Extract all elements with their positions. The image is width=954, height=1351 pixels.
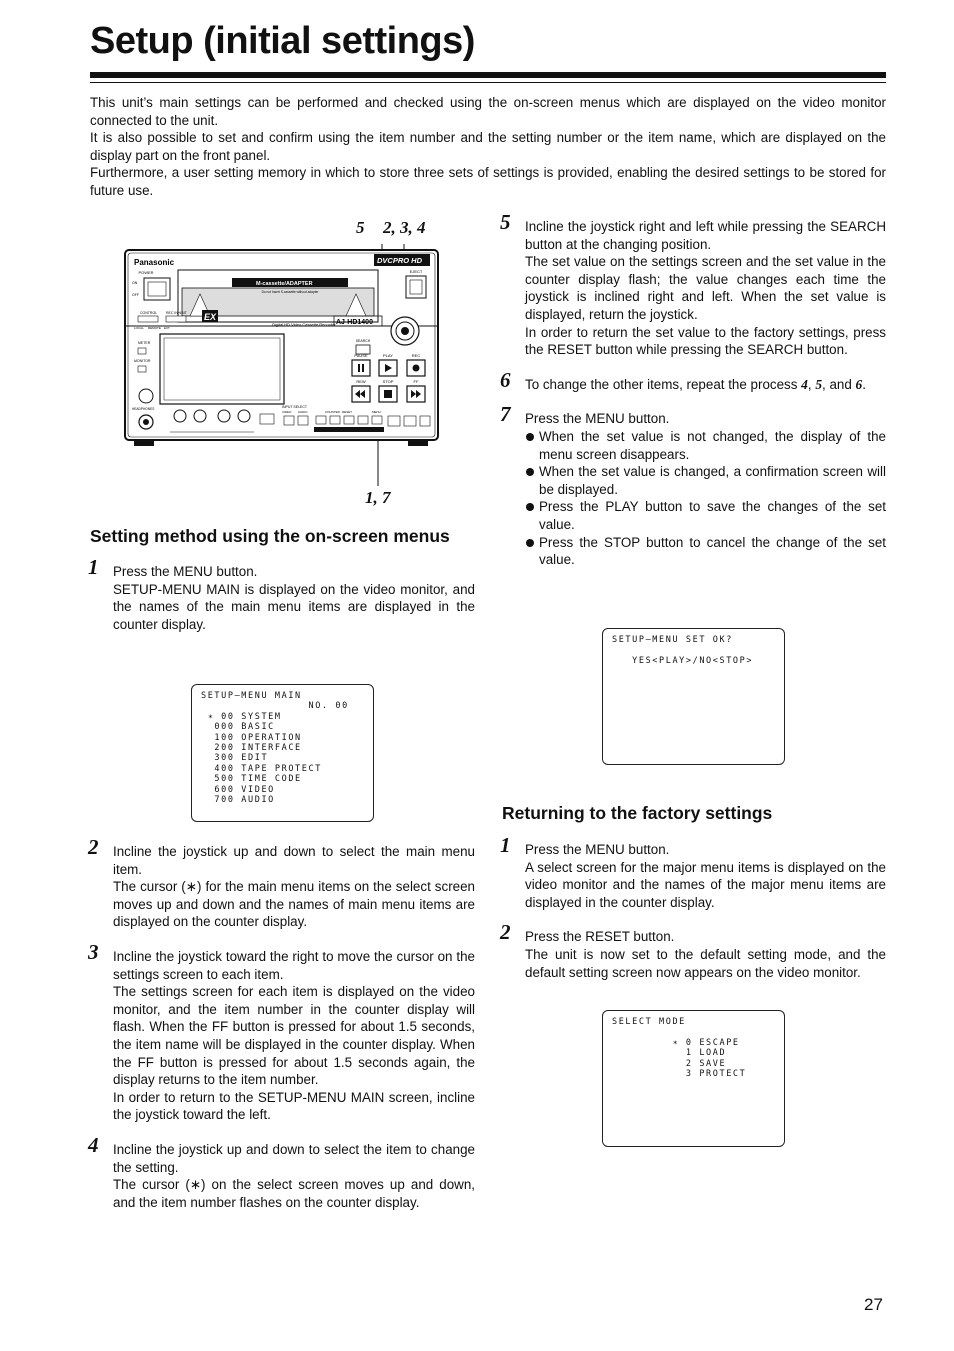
right-column	[500, 210, 886, 569]
svg-text:COUNTER: COUNTER	[325, 410, 340, 414]
svg-text:REC INHIBIT: REC INHIBIT	[166, 311, 187, 315]
product-line-label: Digital HD Video Cassette Recorder	[272, 322, 336, 327]
list-item: Press the PLAY button to save the changes of the set value.	[525, 498, 886, 533]
callout-step-5: 5	[356, 218, 365, 237]
step-number: 1	[88, 555, 99, 579]
step-7: 7 Press the MENU button. When the set value is not changed, the display of the menu screen disappears. When the set value is changed, a confirmation screen will be displayed. Press the PLAY button to save the changes of the set value. Press the STOP button to cancel the change of the set value.	[500, 402, 886, 568]
step-number: 2	[88, 835, 99, 859]
svg-text:AUDIO: AUDIO	[298, 410, 308, 414]
svg-text:EXT: EXT	[164, 326, 170, 330]
svg-text:FF: FF	[413, 379, 419, 384]
callout-steps-2-3-4: 2, 3, 4	[383, 218, 426, 237]
step-number: 2	[500, 920, 511, 945]
cassette-warning: Do not Insert S-cassette without adapter	[261, 290, 319, 294]
screen-setup-menu-main: SETUP–MENU MAIN NO. 00 ∗ 00 SYSTEM 000 BASIC 100 OPERATION 200 INTERFACE 300 EDIT 400 TAPE PROTECT 500 TIME CODE 600 VIDEO 700 AUDIO	[191, 684, 374, 822]
intro-text	[90, 94, 886, 200]
intro-paragraph: This unit’s main settings can be performed and checked using the on-screen menus which are displayed on the video monitor connected to the unit.	[90, 95, 886, 128]
svg-text:SEARCH: SEARCH	[355, 339, 371, 343]
title-rule-thick	[90, 72, 886, 78]
list-item: When the set value is not changed, the display of the menu screen disappears.	[525, 428, 886, 463]
svg-text:LOCAL: LOCAL	[134, 326, 144, 330]
step-6: 6 To change the other items, repeat the process 4, 5, and 6.	[500, 367, 866, 392]
svg-text:ON: ON	[132, 281, 138, 285]
left-column	[90, 524, 475, 633]
brand-logo: Panasonic	[134, 258, 175, 267]
model-logo: AJ-HD1400	[336, 319, 373, 326]
step-3: 3 Incline the joystick toward the right to move the cursor on the settings screen to each item. The settings screen for each item is displayed on the video monitor, and the item number in the counter display will flash. When the FF button is pressed for about 1.5 seconds, the item name will be displayed in the counter display. When the FF button is pressed for about 1.5 seconds again, the display returns to the item number. In order to return to the SETUP-MENU MAIN screen, incline the joystick toward the left.	[88, 939, 475, 1123]
svg-text:REW: REW	[356, 379, 366, 384]
step-2: 2 Incline the joystick up and down to select the main menu item. The cursor (∗) for the main menu items on the select screen moves up and down and the names of main menu items are displayed on the counter display.	[88, 835, 475, 930]
intro-paragraph: Furthermore, a user setting memory in which to store three sets of settings is provided, enabling the desired settings to be stored for future use.	[90, 165, 886, 198]
svg-text:OFF: OFF	[132, 293, 139, 297]
svg-text:MENU: MENU	[372, 410, 381, 414]
svg-text:VIDEO: VIDEO	[282, 410, 292, 414]
svg-text:METER: METER	[138, 341, 151, 345]
step-1: 1 Press the MENU button. SETUP-MENU MAIN is displayed on the video monitor, and the names of the main menu items are displayed in the counter display.	[88, 555, 475, 632]
dvcpro-hd-logo: DVCPRO HD	[377, 256, 423, 265]
step-number: 4	[88, 1132, 99, 1157]
step-5: 5 Incline the joystick right and left while pressing the SEARCH button at the changing position. The set value on the settings screen and the set value in the counter display flash; the value changes each time the joystick is inclined right and left. When the set value is displayed, return the joystick. In order to return the set value to the factory settings, press the RESET button while pressing the SEARCH button.	[500, 210, 886, 358]
section-heading-factory-settings: Returning to the factory settings	[502, 803, 773, 823]
step-number: 3	[88, 939, 99, 964]
page-number: 27	[864, 1295, 883, 1314]
svg-text:EJECT: EJECT	[409, 269, 423, 274]
page-title: Setup (initial settings)	[90, 20, 475, 62]
factory-step-1: 1 Press the MENU button. A select screen for the major menu items is displayed on the video monitor and the names of the major menu items are displayed in the counter display.	[500, 833, 886, 910]
callout-steps-1-7: 1, 7	[365, 488, 391, 507]
svg-text:CONTROL: CONTROL	[140, 311, 158, 315]
svg-text:RESET: RESET	[342, 410, 353, 414]
list-item: Press the STOP button to cancel the change of the set value.	[525, 534, 886, 569]
step-7-bullets	[525, 428, 886, 569]
right-column-factory	[502, 801, 886, 981]
step-number: 6	[500, 367, 511, 392]
svg-text:PAUSE: PAUSE	[354, 353, 368, 358]
svg-text:HEADPHONES: HEADPHONES	[132, 407, 155, 411]
screen-set-ok-confirm: SETUP–MENU SET OK? YES<PLAY>/NO<STOP>	[602, 628, 785, 765]
ex-badge: EX	[204, 312, 217, 322]
list-item: When the set value is changed, a confirmation screen will be displayed.	[525, 463, 886, 498]
svg-text:STOP: STOP	[382, 379, 394, 384]
step-number: 5	[500, 210, 511, 234]
step-number: 1	[500, 833, 511, 857]
section-heading-onscreen-menus: Setting method using the on-screen menus	[90, 526, 450, 546]
svg-text:MONITOR: MONITOR	[134, 359, 151, 363]
svg-text:REMOTE: REMOTE	[148, 326, 161, 330]
step-4: 4 Incline the joystick up and down to select the item to change the setting. The cursor (∗) on the select screen moves up and down, and the item number flashes on the counter display.	[88, 1132, 475, 1210]
cassette-label: M-cassette/ADAPTER	[256, 281, 313, 287]
screen-select-mode: SELECT MODE ∗ 0 ESCAPE 1 LOAD 2 SAVE 3 PROTECT	[602, 1010, 785, 1147]
factory-step-2: 2 Press the RESET button. The unit is now set to the default setting mode, and the default setting screen now appears on the video monitor.	[500, 920, 886, 980]
intro-paragraph: It is also possible to set and confirm using the item number and the setting number or the item name, which are displayed on the display part on the front panel.	[90, 130, 886, 163]
svg-text:POWER: POWER	[138, 270, 154, 275]
svg-text:REC: REC	[411, 353, 421, 358]
vtr-front-panel-illustration	[120, 236, 442, 492]
step-number: 7	[500, 402, 511, 427]
title-rule-thin	[90, 82, 886, 83]
svg-text:PLAY: PLAY	[383, 353, 393, 358]
svg-text:INPUT SELECT: INPUT SELECT	[282, 405, 308, 409]
left-column-steps	[88, 835, 475, 1211]
